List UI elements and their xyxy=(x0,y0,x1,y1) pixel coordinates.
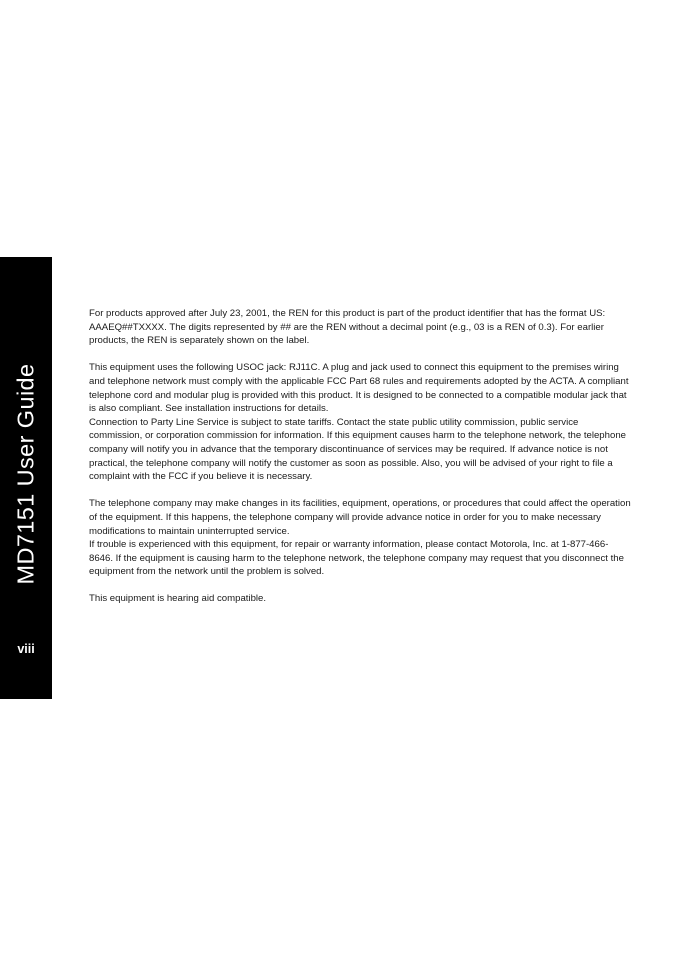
paragraph-ren-format: For products approved after July 23, 2001, the REN for this product is part of the product identifier that has the format US: AAAEQ##TXXXX. The digits represented by ## are the REN without a decimal point (e.g., 03 is a REN of 0.3). For earlier products, the REN is separately shown on the label. xyxy=(89,308,606,347)
guide-title: MD7151 User Guide xyxy=(12,363,39,585)
paragraph-telco-changes: The telephone company may make changes in its facilities, equipment, operations, or procedures that could affect the operation of the equipment. If this happens, the telephone company will provide advance notice in order for you to make necessary modifications to maintain uninterrupted service. xyxy=(89,498,631,537)
page-number: viii xyxy=(17,642,35,656)
paragraph-hearing-aid: This equipment is hearing aid compatible. xyxy=(89,593,267,605)
paragraph-usoc-jack: This equipment uses the following USOC jack: RJ11C. A plug and jack used to connect this equipment to the premises wiring and telephone network must comply with the applicable FCC Part 68 rules and requirements adopted by the ACTA. A compliant telephone cord and modular plug is provided with this product. It is designed to be connected to a compatible modular jack that is also compliant. See installation instructions for details. xyxy=(89,362,629,415)
paragraph-party-line: Connection to Party Line Service is subject to state tariffs. Contact the state public utility commission, public service commission, or corporation commission for information. If this equipment causes harm to the telephone network, the telephone company will notify you in advance that the temporary discontinuance of services may be required. If advance notice is not practical, the telephone company will notify the customer as soon as possible. Also, you will be advised of your right to file a complaint with the FCC if you believe it is necessary. xyxy=(89,416,626,483)
page-body xyxy=(89,307,632,606)
paragraph-trouble: If trouble is experienced with this equipment, for repair or warranty information, please contact Motorola, Inc. at 1-877-466-8646. If the equipment is causing harm to the telephone network, the telephone company may request that you disconnect the equipment from the network until the problem is solved. xyxy=(89,539,624,578)
